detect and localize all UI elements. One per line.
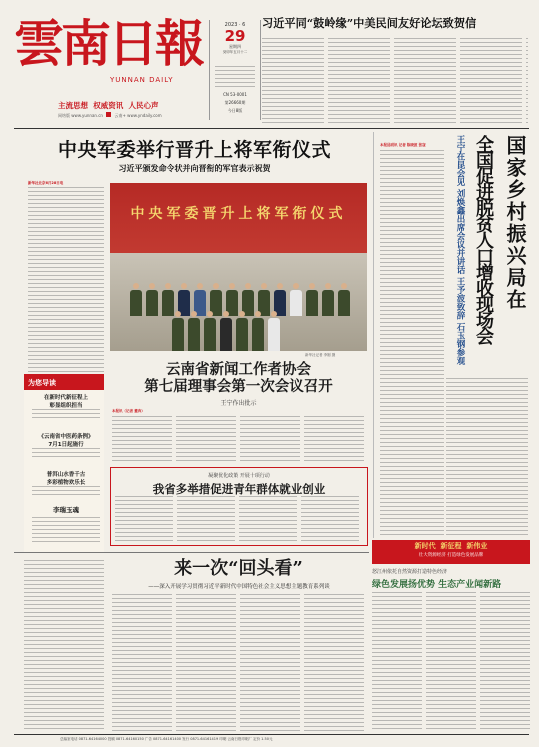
- youth-story-body: [115, 496, 363, 542]
- masthead-slogan: 主流思想 权威资讯 人民心声: [58, 101, 159, 110]
- meeting-story-kicker: 王宁作出批示: [220, 400, 257, 407]
- masthead-divider: [14, 128, 529, 129]
- youth-story: [110, 467, 368, 546]
- meeting-story-headline-2[interactable]: 第七届理事会第一次会议召开: [144, 378, 333, 395]
- green-story-kicker: 怒江州依托自然资源打造特色经济: [372, 569, 448, 575]
- masthead-subtitle: YUNNAN DAILY: [110, 76, 174, 84]
- masthead: [14, 14, 202, 124]
- sidebar-item-title: 李瑞玉魂: [53, 506, 79, 514]
- sidebar-item-title: 在新时代新征程上: [43, 395, 88, 401]
- dateline-weekday: 星期四: [229, 44, 241, 49]
- photo-credit: 新华社记者 李刚 摄: [305, 353, 336, 357]
- sidebar-item-subtitle: 多彩植物欢乐长: [46, 480, 86, 486]
- right-story-body-b: [446, 378, 528, 538]
- feature-divider: [14, 552, 369, 553]
- top-story-body: [262, 38, 528, 124]
- meeting-story-headline-1[interactable]: 云南省新闻工作者协会: [166, 361, 311, 378]
- feature-story-subheadline: ——深入开展学习贯彻习近平新时代中国特色社会主义思想主题教育系列谈: [148, 584, 330, 590]
- lead-story-photo: [110, 183, 367, 351]
- right-story-headline-col2[interactable]: 全国促进脱贫人口增收现场会: [473, 135, 494, 343]
- dateline-pages: 今日8版: [227, 108, 243, 113]
- right-story-kicker: 王宁在昆会见 刘焕鑫出席会议并讲话 王予波致辞 石玉钢参观: [455, 135, 465, 365]
- sidebar-header: 为您导读: [24, 376, 104, 390]
- sidebar-item-title: 普洱山水香千古: [46, 472, 86, 478]
- sidebar-item-2[interactable]: [28, 470, 104, 486]
- meeting-story-byline: 本报讯（记者 董奔）: [112, 409, 145, 413]
- dateline-issue: 第26660期: [224, 100, 246, 105]
- top-story: [262, 16, 528, 126]
- masthead-title: 雲南日報: [14, 14, 202, 73]
- app-url[interactable]: www.yndaily.com: [127, 113, 162, 118]
- meeting-story-body: [112, 416, 366, 464]
- right-story-headline-col1[interactable]: 国家乡村振兴局在: [503, 135, 527, 311]
- app-name: 云南+: [114, 113, 126, 118]
- sidebar-note-0: [32, 409, 100, 421]
- dateline-day: 29: [224, 27, 246, 45]
- sidebar-note-2: [32, 486, 100, 498]
- feature-story-headline[interactable]: 来一次“回头看”: [174, 558, 303, 579]
- green-story-banner-sub: 壮大资源经济 打造绿色发展品牌: [418, 553, 484, 558]
- right-column-rule: [373, 132, 374, 538]
- youth-story-headline[interactable]: 我省多举措促进青年群体就业创业: [152, 482, 326, 496]
- lead-story-body: [28, 187, 104, 377]
- sidebar-item-subtitle: 彰显组织担当: [49, 403, 83, 409]
- feature-story-body-left: [24, 560, 104, 732]
- top-story-headline[interactable]: 习近平同“鼓岭缘”中美民间友好论坛致贺信: [262, 16, 477, 30]
- sidebar-item-title: 《云南省中医药条例》: [38, 434, 94, 440]
- sidebar-note-1: [32, 448, 100, 460]
- right-story-body-a: [380, 150, 444, 535]
- app-icon: [106, 112, 111, 117]
- lead-story-byline: 新华社北京6月28日电: [28, 181, 64, 185]
- lead-story-subheadline: 习近平颁发命令状并向晋衔的军官表示祝贺: [118, 163, 271, 173]
- footer-divider: [14, 734, 529, 735]
- right-story-byline: 本报昆明讯 记者 陈晓波 张寇: [380, 143, 426, 147]
- sidebar-item-0[interactable]: [28, 393, 104, 409]
- footer-text: 总编室电话 0871-64164000 投稿 0871-64160150 广告 0871-64161400 发行 0871-64161419 印刷 云南日报印刷厂 定价 1.50元: [60, 737, 273, 741]
- sidebar-item-1[interactable]: [28, 432, 104, 448]
- green-story-banner-title: 新时代 新征程 新伟业: [414, 542, 488, 550]
- lead-story-headline[interactable]: 中央军委举行晋升上将军衔仪式: [57, 139, 331, 161]
- masthead-links: [58, 112, 162, 119]
- dateline-cn: CN 53-0001: [223, 92, 247, 97]
- sidebar-item-3[interactable]: [28, 505, 104, 514]
- sidebar-note-3: [32, 517, 100, 545]
- dateline-notes: [215, 66, 255, 88]
- dateline: [209, 20, 261, 120]
- youth-story-kicker: 凝聚优化政策 开展十项行动: [208, 473, 270, 479]
- green-story-banner: [372, 540, 530, 564]
- green-story-body: [372, 592, 530, 730]
- website-link[interactable]: 网络版 www.yunnan.cn: [58, 113, 103, 118]
- dateline-year-month: 2023 · 6: [224, 22, 246, 28]
- dateline-lunar: 癸卯年五月十二: [222, 50, 248, 54]
- sidebar-item-subtitle: 7月1日起施行: [48, 442, 84, 448]
- feature-story-body: [112, 594, 367, 732]
- photo-banner-text: 中央军委晋升上将军衔仪式: [130, 206, 347, 222]
- photo-figures-front: [170, 311, 282, 351]
- green-story-headline[interactable]: 绿色发展扬优势 生态产业闻新路: [372, 580, 502, 590]
